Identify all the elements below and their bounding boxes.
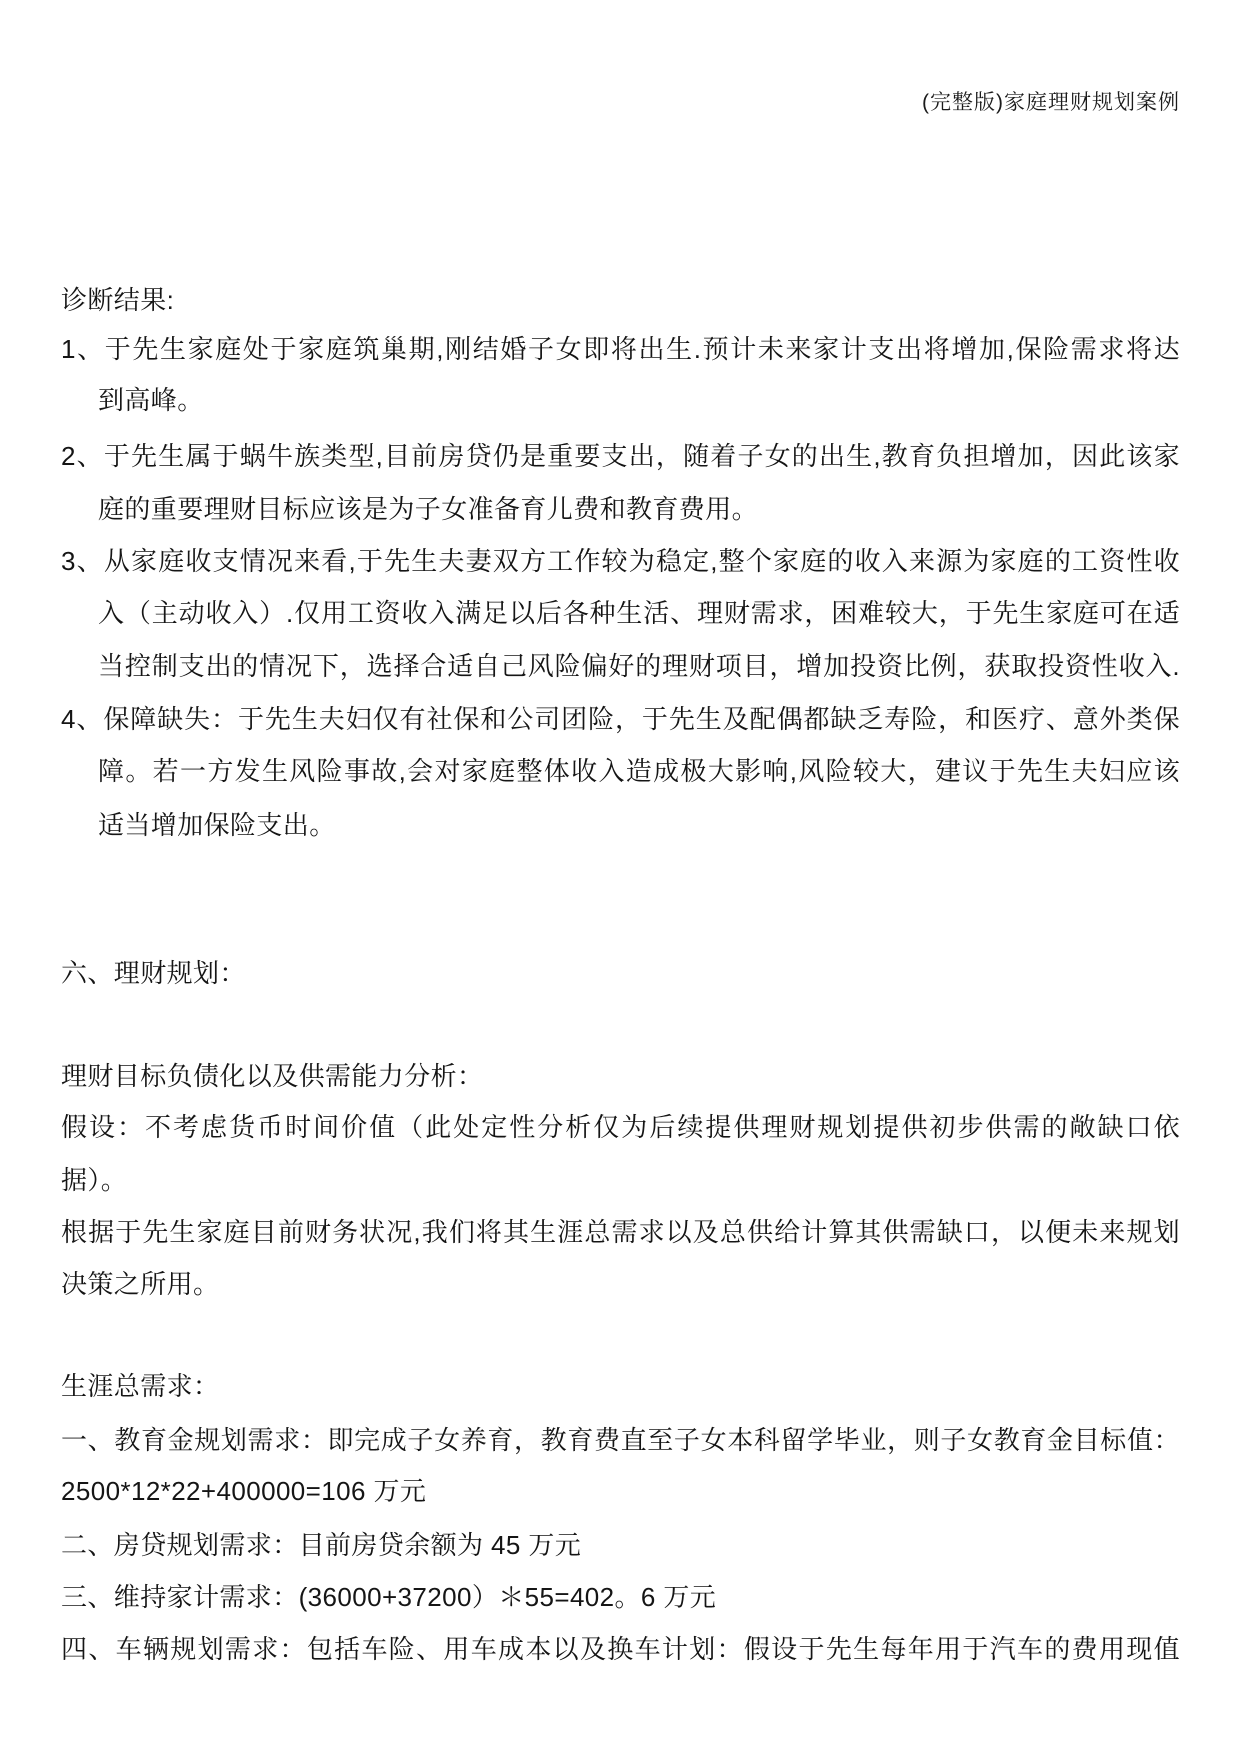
analysis-heading: 理财目标负债化以及供需能力分析： — [61, 1061, 484, 1091]
planning-heading: 六、理财规划： — [61, 958, 246, 988]
total-demand-heading: 生涯总需求： — [61, 1371, 220, 1401]
diagnosis-item-4-line-1: 4、保障缺失：于先生夫妇仅有社保和公司团险，于先生及配偶都缺乏寿险，和医疗、意外类保 — [61, 704, 1180, 734]
running-header-title: (完整版)家庭理财规划案例 — [922, 91, 1180, 114]
demand-item-vehicle-line-1: 四、车辆规划需求：包括车险、用车成本以及换车计划：假设于先生每年用于汽车的费用现值 — [61, 1634, 1180, 1664]
diagnosis-item-3-line-1: 3、从家庭收支情况来看,于先生夫妻双方工作较为稳定,整个家庭的收入来源为家庭的工资性收 — [61, 546, 1180, 576]
basis-line-2: 决策之所用。 — [61, 1269, 220, 1299]
diagnosis-item-3-line-2: 入（主动收入）.仅用工资收入满足以后各种生活、理财需求，困难较大，于先生家庭可在适 — [98, 598, 1180, 628]
assumption-line-2: 据）。 — [61, 1165, 128, 1195]
diagnosis-item-2-line-2: 庭的重要理财目标应该是为子女准备育儿费和教育费用。 — [98, 494, 759, 524]
diagnosis-item-1-line-1: 1、于先生家庭处于家庭筑巢期,刚结婚子女即将出生.预计未来家计支出将增加,保险需求将达 — [61, 334, 1180, 364]
diagnosis-item-4-line-3: 适当增加保险支出。 — [98, 810, 336, 840]
diagnosis-item-4-line-2: 障。若一方发生风险事故,会对家庭整体收入造成极大影响,风险较大，建议于先生夫妇应该 — [98, 756, 1180, 786]
basis-line-1: 根据于先生家庭目前财务状况,我们将其生涯总需求以及总供给计算其供需缺口，以便未来规划 — [61, 1217, 1180, 1247]
assumption-line-1: 假设：不考虑货币时间价值（此处定性分析仅为后续提供理财规划提供初步供需的敞缺口依 — [61, 1112, 1180, 1142]
diagnosis-heading: 诊断结果: — [61, 285, 175, 315]
demand-item-education-line-2: 2500*12*22+400000=106 万元 — [61, 1476, 427, 1506]
diagnosis-item-1-line-2: 到高峰。 — [98, 385, 204, 415]
demand-item-household-line-1: 三、维持家计需求：(36000+37200）＊55=402。6 万元 — [61, 1582, 717, 1612]
demand-item-education-line-1: 一、教育金规划需求：即完成子女养育，教育费直至子女本科留学毕业，则子女教育金目标值： — [61, 1425, 1180, 1455]
diagnosis-item-3-line-3: 当控制支出的情况下，选择合适自己风险偏好的理财项目，增加投资比例，获取投资性收入. — [98, 651, 1180, 681]
diagnosis-item-2-line-1: 2、于先生属于蜗牛族类型,目前房贷仍是重要支出，随着子女的出生,教育负担增加，因此该家 — [61, 441, 1180, 471]
demand-item-mortgage-line-1: 二、房贷规划需求：目前房贷余额为 45 万元 — [61, 1530, 582, 1560]
